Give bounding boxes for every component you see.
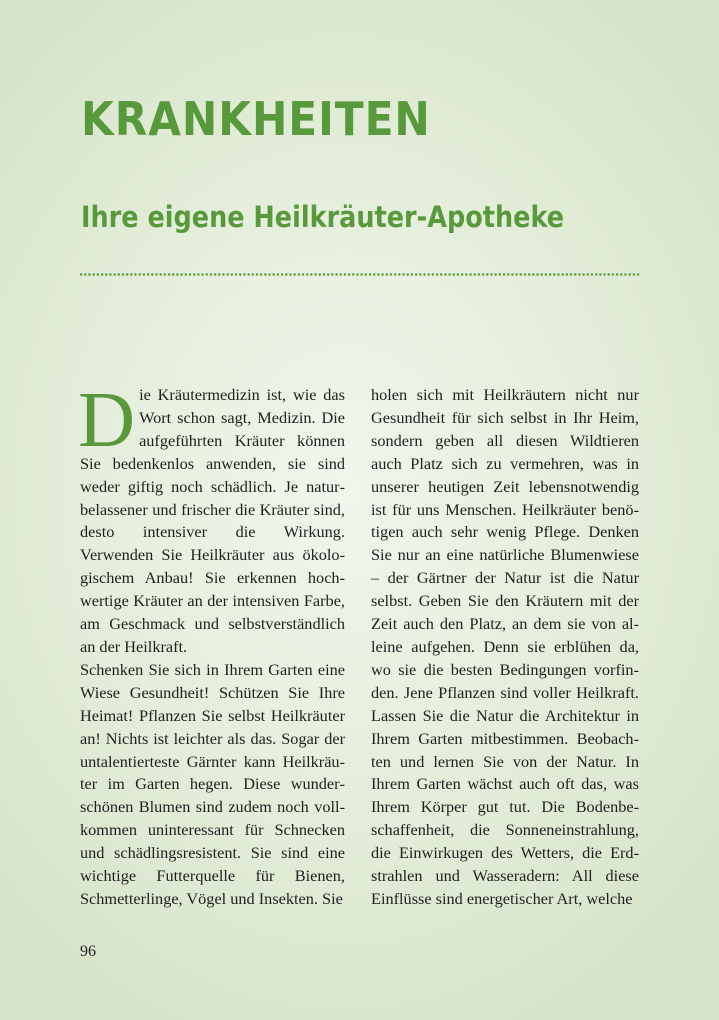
dotted-divider	[79, 273, 641, 276]
text-column-right	[371, 384, 639, 911]
paragraph	[78, 377, 345, 659]
section-subtitle: Ihre eigene Heilkräuter-Apotheke	[81, 200, 565, 234]
paragraph-text: ie Kräutermedizin ist, wie das Wort schon sagt, Medizin. Die aufgeführten Kräuter können Sie bedenkenlos anwenden, sie sind weder giftig noch schädlich. Je naturbelassener und frischer die Kräuter sind, desto intensiver die Wirkung. Verwenden Sie Heilkräuter aus ökologischem Anbau! Sie erkennen hochwertige Kräuter an der intensiven Farbe, am Geschmack und selbstverständlich an der Heilkraft.	[80, 385, 345, 656]
text-column-left	[78, 377, 345, 911]
paragraph: holen sich mit Heilkräutern nicht nur Gesundheit für sich selbst in Ihr Heim, sondern geben all diesen Wildtieren auch Platz sich zu vermehren, was in unserer heutigen Zeit lebensnotwendig ist für uns Menschen. Heilkräuter benötigen auch sehr wenig Pflege. Denken Sie nur an eine natürliche Blumenwiese – der Gärtner der Natur ist die Natur selbst. Geben Sie den Kräutern mit der Zeit auch den Platz, an dem sie von alleine aufgehen. Denn sie erblühen da, wo sie die besten Bedingungen vorfinden. Jene Pflanzen sind voller Heilkraft. Lassen Sie die Natur die Architektur in Ihrem Garten mitbestimmen. Beobachten und lernen Sie von der Natur. In Ihrem Garten wächst auch oft das, was Ihrem Körper gut tut. Die Bodenbeschaffenheit, die Sonneneinstrahlung, die Einwirkugen des Wetters, die Erdstrahlen und Wasseradern: All diese Einflüsse sind energetischer Art, welche	[371, 385, 639, 908]
paragraph: Schenken Sie sich in Ihrem Garten eine Wiese Gesundheit! Schützen Sie Ihre Heimat! Pflanzen Sie selbst Heilkräuter an! Nichts ist leichter als das. Sogar der untalentierteste Gärnter kann Heilkräuter im Garten hegen. Diese wunderschönen Blumen sind zudem noch vollkommen uninteressant für Schnecken und schädlingsresistent. Sie sind eine wichtige Futterquelle für Bienen, Schmetterlinge, Vögel und Insekten. Sie	[80, 659, 345, 908]
page-number: 96	[80, 943, 96, 960]
drop-cap: D	[78, 377, 136, 464]
chapter-title: KRANKHEITEN	[81, 92, 431, 146]
